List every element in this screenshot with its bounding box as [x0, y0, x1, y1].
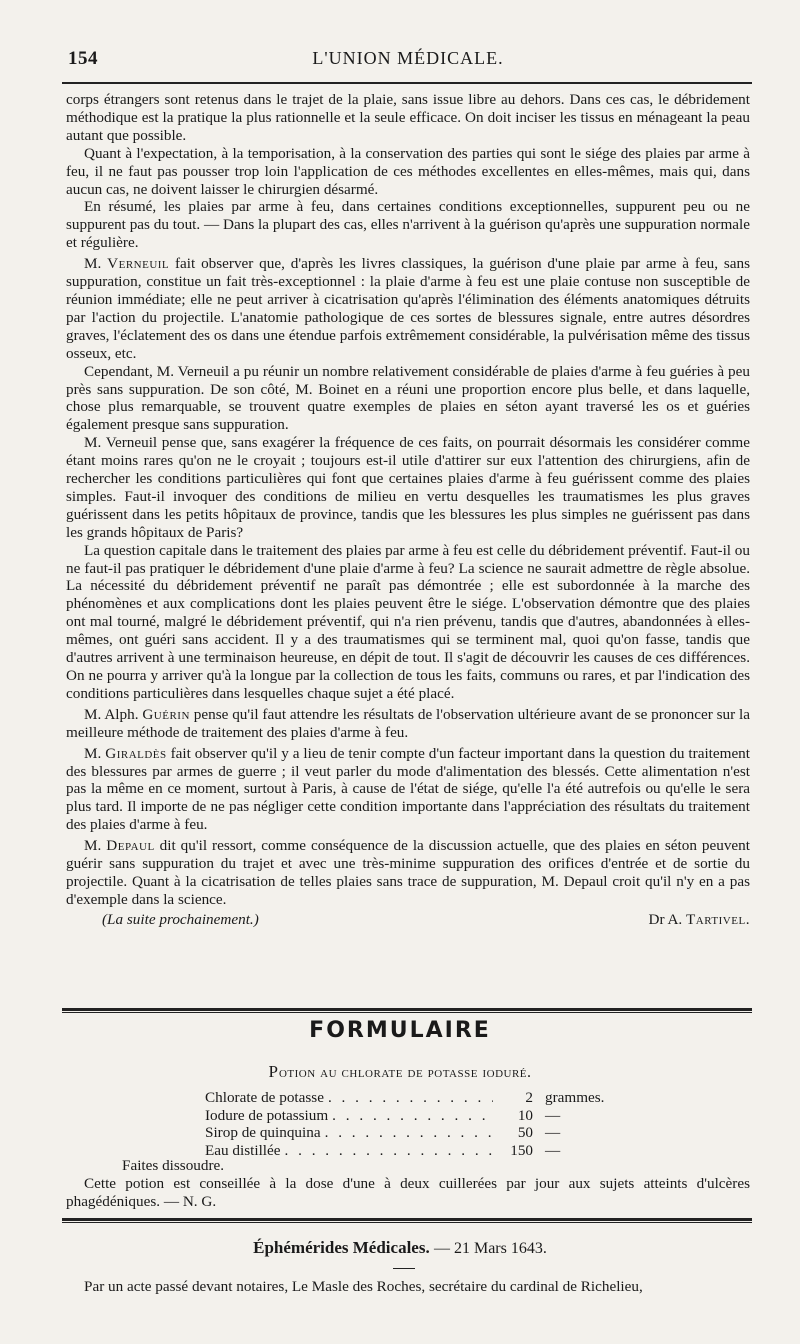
- speaker-name: Depaul: [106, 837, 155, 855]
- ephemerides-text: Par un acte passé devant notaires, Le Masle des Roches, secrétaire du cardinal de Richelieu,: [84, 1278, 643, 1295]
- ingredient-row: [205, 1089, 645, 1107]
- dot-leader: [325, 1124, 493, 1142]
- article-paragraph: En résumé, les plaies par arme à feu, dans certaines conditions exceptionnelles, suppurent peu ou ne suppurent pas du tout. — Dans la plupart des cas, elles n'arrivent à la guérison qu'après une suppuration normale et régulière.: [66, 198, 750, 252]
- article-body: [66, 91, 750, 929]
- ingredient-unit: —: [545, 1124, 561, 1142]
- page-number: 154: [68, 48, 98, 69]
- recipe-title: [0, 1062, 800, 1082]
- speaker-text: dit qu'il ressort, comme conséquence de la discussion actuelle, que des plaies en séton peuvent guérir sans suppuration du trajet et avec une très-minime suppuration des orifices d'entrée et de sortie du projectile. Quant à la cicatrisation de telles plaies sans trace de suppuration, M. Depaul croit qu'il n'y en a pas d'exemple dans la science.: [66, 837, 750, 908]
- ephemerides-date: — 21 Mars 1643.: [433, 1240, 547, 1257]
- giraldes-paragraph: [66, 745, 750, 835]
- guerin-paragraph: [66, 706, 750, 742]
- signature: [648, 911, 750, 929]
- formulaire-title: FORMULAIRE: [309, 1018, 491, 1043]
- speaker-text: fait observer qu'il y a lieu de tenir compte d'un facteur important dans la question du traitement des blessures par armes de guerre ; il veut parler du mode d'alimentation des blessés. Cette alimentation n'est pas la même en ce moment, surtout à Paris, à cause de l'état de siége, qu'elle l'a été autrefois ou qu'elle le sera plus tard. Il importe de ne pas négliger cette condition importante dans l'appréciation des résultats du traitement des plaies d'arme à feu.: [66, 744, 750, 834]
- signature-name: Tartivel.: [686, 910, 750, 928]
- recipe-note: Cette potion est conseillée à la dose d'une à deux cuillerées par jour aux sujets atteints d'ulcères phagédéniques. — N. G.: [66, 1174, 750, 1210]
- ingredient-row: [205, 1107, 645, 1125]
- speaker-prefix: M. Alph.: [84, 705, 143, 723]
- depaul-paragraph: [66, 837, 750, 909]
- ingredient-name: Eau distillée: [205, 1141, 281, 1159]
- ingredient-unit: —: [545, 1141, 561, 1159]
- article-paragraph: M. Verneuil pense que, sans exagérer la fréquence de ces faits, on pourrait désormais les considérer comme étant moins rares qu'on ne le croyait ; toujours est-il utile d'attirer sur eux l'attention des chirurgiens, afin de rechercher les conditions particulières qui font que certaines plaies d'arme à feu guérissent comme des plaies simples. Faut-il invoquer des conditions de milieu en vertu desquelles les traumatismes les plus graves guérissent dans les petits hôpitaux de province, tandis que les blessures les plus simples ne guérissent pas dans les grands hôpitaux de Paris?: [66, 434, 750, 541]
- ingredient-name: Chlorate de potasse: [205, 1089, 324, 1106]
- speaker-name: Verneuil: [107, 255, 170, 273]
- dot-leader: [332, 1107, 493, 1125]
- recipe-instruction: Faites dissoudre.: [122, 1157, 225, 1174]
- speaker-prefix: M.: [84, 255, 108, 273]
- ingredient-quantity: 2: [525, 1089, 533, 1106]
- signature-line: [66, 911, 750, 929]
- section-divider: [62, 1218, 752, 1223]
- speaker-text: pense qu'il faut attendre les résultats de l'observation ultérieure avant de se prononcer sur la meilleure méthode de traitement des plaies d'arme à feu.: [66, 705, 750, 741]
- article-paragraph: La question capitale dans le traitement des plaies par arme à feu est celle du débridement préventif. Faut-il ou ne faut-il pas pratiquer le débridement d'une plaie d'arme à feu? La science ne saurait admettre de règle absolue. La nécessité du débridement préventif ne paraît pas démontrée ; elle est subordonnée à la marche des phénomènes et aux complications dont les plaies peuvent être le siége. L'observation démontre que des plaies ont mal tourné, malgré le débridement préventif, qui n'a rien prévenu, tandis que d'autres, abandonnées à elles-mêmes, ont guéri sans accident. Il y a des traumatismes qui se terminent mal, quoi qu'on fasse, tandis que d'autres arrivent à une terminaison heureuse, en dépit de tout. Il s'agit de découvrir les causes de ces différences. On ne pourra y arriver qu'à la longue par la collection de tous les faits, communs ou rares, et par l'indication des conditions particulières dans lesquelles chaque sujet a été placé.: [66, 541, 750, 702]
- article-paragraph: corps étrangers sont retenus dans le trajet de la plaie, sans issue libre au dehors. Dans ces cas, le débridement méthodique est la pratique la plus rationnelle et la seule efficace. On doit inciser les tissus en ménageant la peau autant que possible.: [66, 91, 750, 144]
- continuation-note: (La suite prochainement.): [102, 910, 259, 928]
- ingredient-quantity: 10: [517, 1106, 533, 1124]
- header-rule: [62, 82, 752, 84]
- speaker-prefix: M.: [84, 837, 107, 855]
- ingredient-row: [205, 1124, 645, 1142]
- article-paragraph: Quant à l'expectation, à la temporisation, à la conservation des parties qui sont le siége des plaies par arme à feu, il ne faut pas pousser trop loin l'application de ces méthodes excellentes en elles-mêmes, mais qui, dans aucun cas, ne doivent laisser le chirurgien désarmé.: [66, 144, 750, 198]
- ephemerides-rule: [393, 1268, 415, 1269]
- speaker-prefix: M.: [84, 744, 106, 762]
- page-header: [62, 44, 754, 74]
- signature-prefix: Dr A.: [648, 910, 687, 928]
- speaker-text: fait observer que, d'après les livres classiques, la guérison d'une plaie par arme à feu, sans suppuration, constitue un fait très-exceptionnel : la plaie d'arme à feu est une plaie contuse non susceptible de réunion immédiate; elle ne peut arriver à cicatrisation qu'après l'élimination des éléments anatomiques détruits par l'action du projectile. L'anatomie pathologique de ces sortes de blessures signale, entre autres désordres graves, l'éclatement des os dans une étendue parfois extrêmement considérable, la pulvérisation même des tissus osseux, etc.: [66, 255, 750, 362]
- article-paragraph: Cependant, M. Verneuil a pu réunir un nombre relativement considérable de plaies d'arme à feu guéries à peu près sans suppuration. De son côté, M. Boinet en a réuni une proportion encore plus belle, et dans laquelle, chose plus remarquable, se trouvent quatre exemples de plaies en séton ayant traversé les os et guéries également presque sans suppuration.: [66, 362, 750, 434]
- ingredient-name: Sirop de quinquina: [205, 1124, 321, 1142]
- section-divider: [62, 1008, 752, 1013]
- speaker-name: Guérin: [142, 705, 190, 723]
- ingredient-quantity: 150: [510, 1141, 533, 1159]
- speaker-name: Giraldès: [105, 744, 167, 762]
- ephemerides-heading: Éphémérides Médicales.: [253, 1238, 430, 1257]
- ingredient-unit: —: [545, 1106, 561, 1124]
- recipe-title-initial: P: [268, 1062, 279, 1081]
- recipe-title-rest: otion au chlorate de potasse ioduré.: [278, 1064, 532, 1081]
- ingredient-list: [205, 1089, 645, 1159]
- running-title: L'UNION MÉDICALE.: [312, 48, 504, 68]
- recipe-notes: [66, 1157, 750, 1211]
- verneuil-paragraph: [66, 255, 750, 362]
- dot-leader: [328, 1089, 493, 1107]
- ingredient-quantity: 50: [517, 1124, 533, 1142]
- ingredient-unit: grammes.: [545, 1089, 605, 1106]
- ephemerides-title: [0, 1238, 800, 1258]
- ingredient-name: Iodure de potassium: [205, 1106, 329, 1124]
